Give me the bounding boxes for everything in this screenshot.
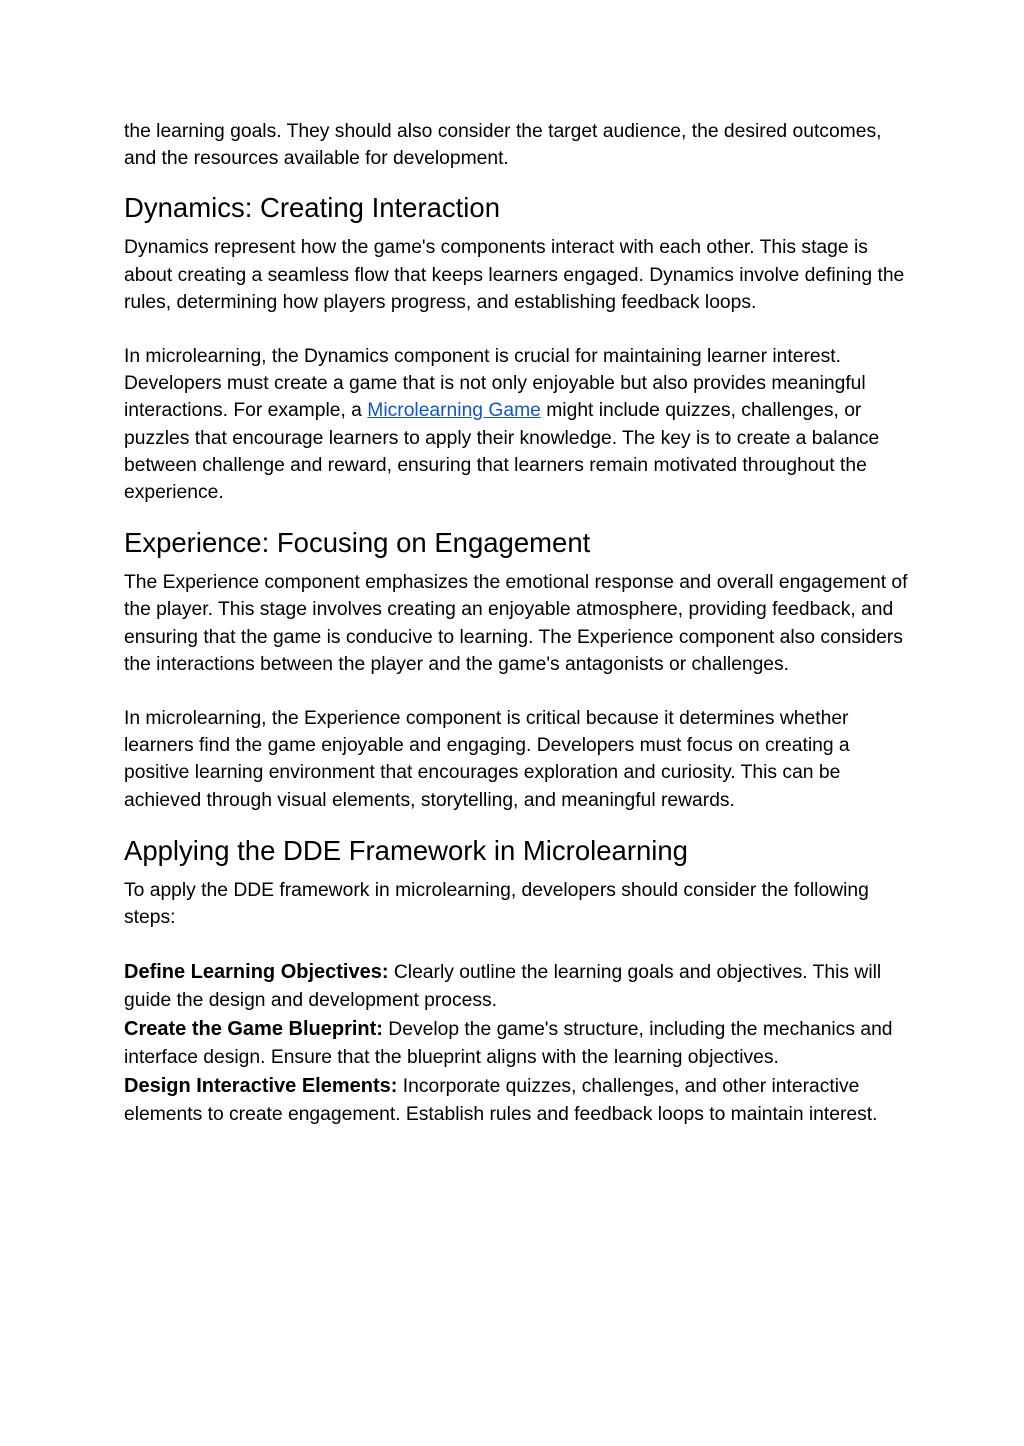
dynamics-paragraph-2-start: In microlearning, the Dynamics component is crucial for maintaining learner interest. Developers must create a game that is not only enjoyable but also provides meaningful interactions. For example, a bbox=[124, 346, 866, 422]
experience-heading: Experience: Focusing on Engagement bbox=[124, 527, 591, 559]
experience-paragraph-1: The Experience component emphasizes the emotional response and overall engagement of the player. This stage involves creating an enjoyable atmosphere, providing feedback, and ensuring that the game is conducive to learning. The Experience component also considers the interactions between the player and the game's antagonists or challenges. bbox=[124, 572, 908, 675]
dynamics-paragraph-2 bbox=[124, 343, 914, 506]
dynamics-heading: Dynamics: Creating Interaction bbox=[124, 192, 500, 224]
dynamics-paragraph-1: Dynamics represent how the game's components interact with each other. This stage is about creating a seamless flow that keeps learners engaged. Dynamics involve defining the rules, determining how players progress, and establishing feedback loops. bbox=[124, 237, 905, 313]
step-text: Develop the game's structure, including the mechanics and interface design. Ensure that the blueprint aligns with the learning objectives. bbox=[124, 1019, 893, 1069]
dynamics-paragraph-2-end: might include quizzes, challenges, or puzzles that encourage learners to apply their knowledge. The key is to create a balance between challenge and reward, ensuring that learners remain motivated throughout the experience. bbox=[124, 400, 880, 504]
step-title: Define Learning Objectives: bbox=[124, 961, 389, 984]
document-page bbox=[124, 118, 914, 1129]
step-title: Create the Game Blueprint: bbox=[124, 1018, 383, 1041]
microlearning-game-link[interactable]: Microlearning Game bbox=[367, 400, 541, 422]
applying-intro: To apply the DDE framework in microlearning, developers should consider the following steps: bbox=[124, 879, 869, 929]
step-title: Design Interactive Elements: bbox=[124, 1075, 398, 1098]
experience-paragraph-2: In microlearning, the Experience component is critical because it determines whether learners find the game enjoyable and engaging. Developers must focus on creating a positive learning environment that encourages exploration and curiosity. This can be achieved through visual elements, storytelling, and meaningful rewards. bbox=[124, 708, 850, 811]
step-item bbox=[124, 958, 914, 1015]
step-text: Incorporate quizzes, challenges, and other interactive elements to create engagement. Establish rules and feedback loops to maintain interest. bbox=[124, 1076, 878, 1126]
step-text: Clearly outline the learning goals and objectives. This will guide the design and development process. bbox=[124, 962, 882, 1012]
step-item bbox=[124, 1015, 914, 1072]
applying-heading: Applying the DDE Framework in Microlearning bbox=[124, 834, 688, 866]
intro-paragraph: the learning goals. They should also consider the target audience, the desired outcomes, and the resources available for development. bbox=[124, 121, 882, 170]
step-item bbox=[124, 1072, 914, 1129]
